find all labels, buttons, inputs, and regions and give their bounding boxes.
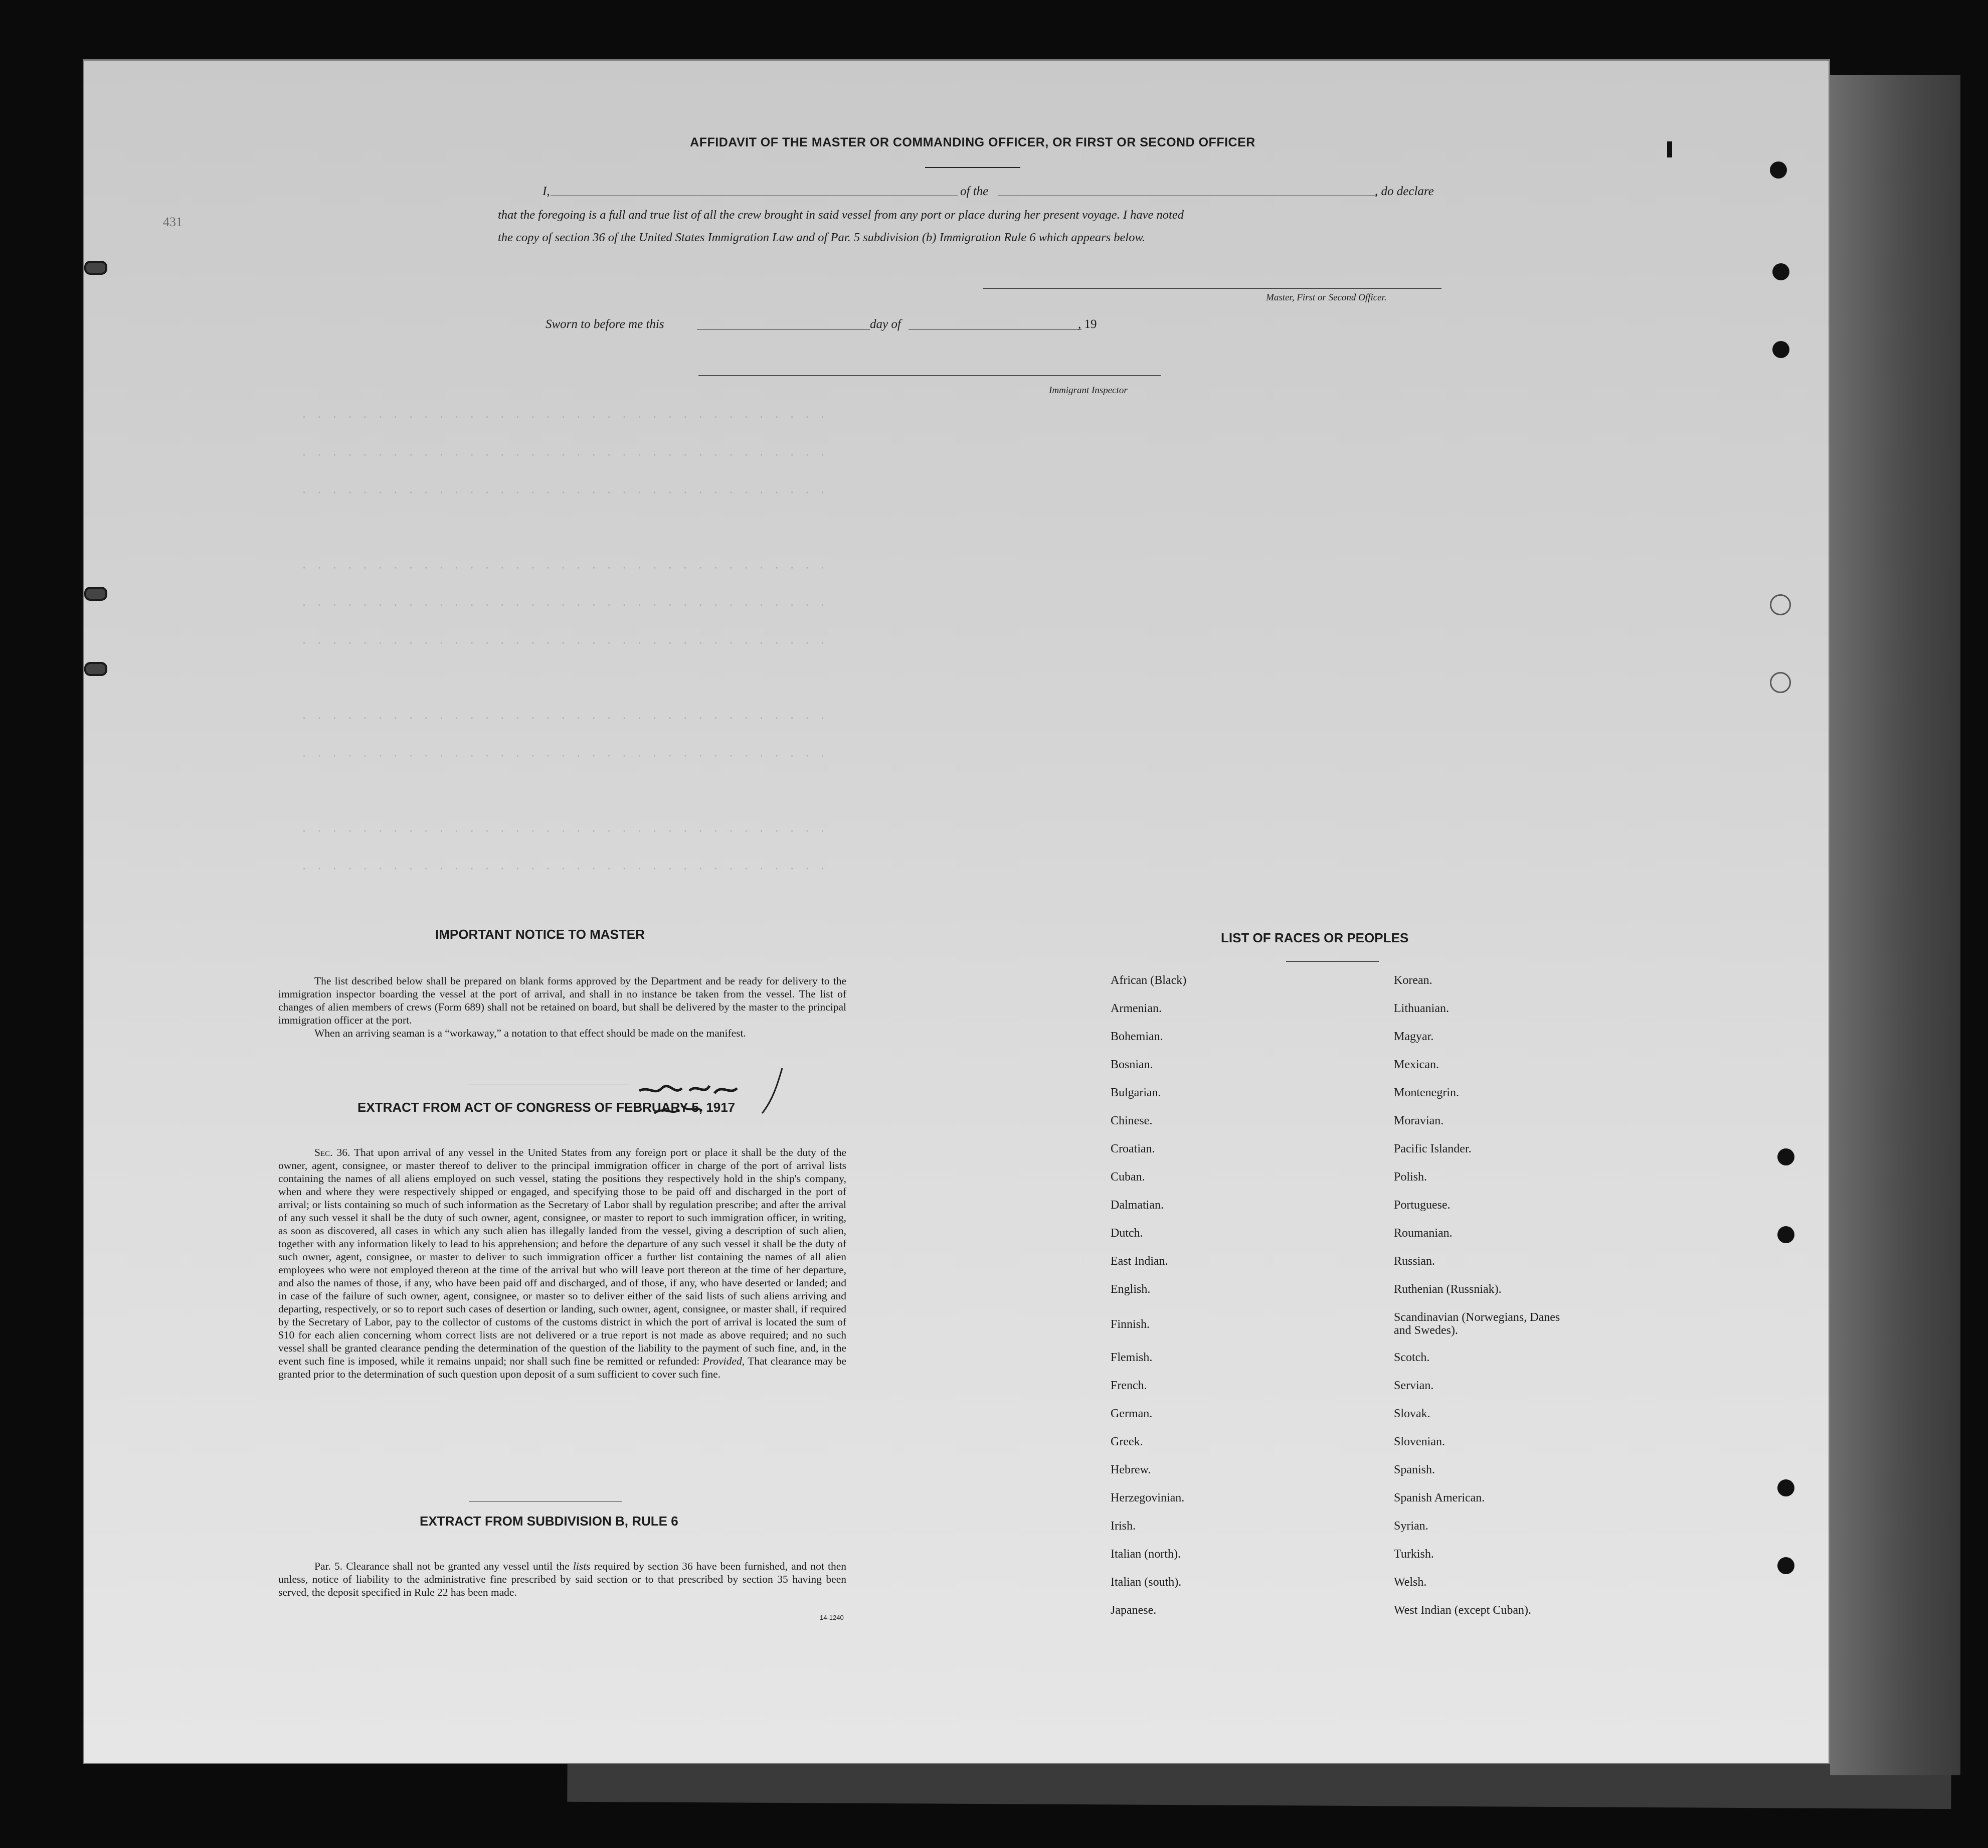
race-item: Magyar. (1394, 1030, 1434, 1043)
race-item: Spanish American. (1394, 1491, 1485, 1504)
title-underline (925, 167, 1020, 168)
notice-heading: IMPORTANT NOTICE TO MASTER (435, 927, 645, 942)
race-item: French. (1111, 1379, 1147, 1392)
race-item: Bosnian. (1111, 1058, 1153, 1071)
binding-ring (84, 587, 107, 601)
inspector-label: Immigrant Inspector (1049, 385, 1128, 396)
day-of-label: day of (870, 317, 901, 331)
rule-extract-heading: EXTRACT FROM SUBDIVISION B, RULE 6 (420, 1514, 678, 1529)
race-item: Bulgarian. (1111, 1086, 1161, 1099)
race-item: Montenegrin. (1394, 1086, 1459, 1099)
punch-hole (1777, 1226, 1794, 1243)
of-the-label: of the (960, 185, 989, 198)
race-item: Flemish. (1111, 1351, 1153, 1364)
document-sheet (83, 59, 1830, 1764)
par-5-body-start: Par. 5. Clearance shall not be granted any vessel until the (314, 1560, 570, 1572)
race-item: Servian. (1394, 1379, 1434, 1392)
notice-paragraph-1: The list described below shall be prepared on blank forms approved by the Department and be ready for delivery to the immigration inspector boarding the vessel at the port of arrival, and shall in no instance be taken from the vessel. The list of changes of alien members of crews (Form 689) shall not be retained on board, but shall be delivered by the master to the principal immigration officer at the port. (278, 975, 846, 1026)
race-item: Roumanian. (1394, 1227, 1453, 1240)
lists-word: lists (573, 1560, 591, 1572)
races-heading: LIST OF RACES OR PEOPLES (1221, 930, 1409, 945)
affidavit-title: AFFIDAVIT OF THE MASTER OR COMMANDING OFFICER, OR FIRST OR SECOND OFFICER (690, 135, 1255, 149)
race-item: Dalmatian. (1111, 1199, 1164, 1212)
race-item: Pacific Islander. (1394, 1142, 1472, 1155)
race-item: Cuban. (1111, 1170, 1145, 1184)
par-5-text (278, 1560, 846, 1599)
race-item: Bohemian. (1111, 1030, 1163, 1043)
punch-hole (1777, 1148, 1794, 1165)
race-item: Greek. (1111, 1435, 1143, 1448)
race-item: Mexican. (1394, 1058, 1439, 1071)
race-item: Spanish. (1394, 1463, 1435, 1476)
tab-mark (1667, 141, 1672, 157)
do-declare-label: , do declare (1375, 185, 1434, 198)
race-item: Dutch. (1111, 1227, 1143, 1240)
binding-ring (84, 261, 107, 275)
race-item: Scotch. (1394, 1351, 1430, 1364)
race-item: West Indian (except Cuban). (1394, 1604, 1531, 1617)
margin-note: 431 (163, 215, 183, 229)
punch-hole (1772, 341, 1789, 358)
race-item: Finnish. (1111, 1318, 1150, 1331)
race-item: Lithuanian. (1394, 1002, 1449, 1015)
race-item: German. (1111, 1407, 1153, 1420)
race-item: Croatian. (1111, 1142, 1155, 1155)
year-label: , 19 (1078, 317, 1097, 331)
par-5-body-end: required by section 36 have been furnished, and not then unless, notice of liability to the administrative fine prescribed by said section or to that prescribed by section 35 having been served, the deposit specified in Rule 22 has been made. (278, 1560, 847, 1598)
race-item: Herzegovinian. (1111, 1491, 1185, 1504)
race-item: Moravian. (1394, 1114, 1444, 1127)
race-item: Slovak. (1394, 1407, 1430, 1420)
race-item: Irish. (1111, 1520, 1136, 1533)
affidavit-line-3: the copy of section 36 of the United States Immigration Law and of Par. 5 subdivision (b) Immigration Rule 6 which appears below. (498, 231, 1146, 244)
race-item: English. (1111, 1283, 1151, 1296)
provided-word: Provided, (702, 1355, 745, 1367)
race-item: Russian. (1394, 1255, 1435, 1268)
punch-hole (1777, 1557, 1794, 1574)
races-underline (1286, 961, 1379, 962)
notice-body (278, 974, 846, 1040)
race-item: African (Black) (1111, 974, 1187, 987)
section-36-text (278, 1146, 846, 1381)
adjacent-page-strip (1830, 75, 1960, 1775)
race-item: Armenian. (1111, 1002, 1162, 1015)
section-36-label: Sec. 36. (314, 1146, 350, 1158)
race-item: Welsh. (1394, 1576, 1427, 1589)
inspector-signature-line[interactable] (698, 375, 1161, 376)
race-item: Chinese. (1111, 1114, 1153, 1127)
race-item: Slovenian. (1394, 1435, 1445, 1448)
race-item: Syrian. (1394, 1520, 1428, 1533)
handwritten-annotation (634, 1066, 800, 1121)
declarant-i-label: I, (543, 185, 550, 198)
affidavit-line-2: that the foregoing is a full and true list of all the crew brought in said vessel from any port or place during her present voyage. I have noted (498, 208, 1184, 222)
race-item: East Indian. (1111, 1255, 1168, 1268)
race-item: Polish. (1394, 1170, 1427, 1184)
race-item: Ruthenian (Russniak). (1394, 1283, 1502, 1296)
race-item: Japanese. (1111, 1604, 1157, 1617)
race-item: Hebrew. (1111, 1463, 1151, 1476)
master-signature-line[interactable] (983, 288, 1441, 289)
punch-hole-ring (1770, 672, 1791, 693)
master-signature-label: Master, First or Second Officer. (1266, 292, 1387, 303)
sworn-label: Sworn to before me this (546, 317, 664, 331)
notice-paragraph-2: When an arriving seaman is a “workaway,” a notation to that effect should be made on the manifest. (314, 1027, 746, 1039)
race-item: Italian (south). (1111, 1576, 1182, 1589)
form-number: 14-1240 (820, 1614, 844, 1621)
section-36-body: That upon arrival of any vessel in the United States from any foreign port or place it shall be the duty of the owner, agent, consignee, or master thereof to deliver to the principal immigration officer in charge of the port of arrival lists containing the names of all aliens employed on such vessel, stating the positions they respectively hold in the ship's company, when and where they were respectively shipped or engaged, and specifying those to be paid off and discharged in the port of arrival; or lists containing so much of such information as the Secretary of Labor shall by regulation prescribe; and after the arrival of any such vessel it shall be the duty of such owner, agent, consignee, or master to report to such immigration officer, in writing, as soon as discovered, all cases in which any such alien has illegally landed from the vessel, giving a description of such alien, together with any information likely to lead to his apprehension; and before the departure of any such vessel it shall be the duty of such owner, agent, consignee, or master to deliver to such immigration officer a further list containing the names of all alien employees who were not employed thereon at the time of the arrival but who will leave port thereon at the time of her departure, and also the names of those, if any, who have been paid off and discharged, and of those, if any, who have deserted or landed; and in case of the failure of such owner, agent, consignee, or master so to deliver either of the said lists of such aliens arriving and departing, respectively, or so to report such cases of desertion or landing, such owner, agent, consignee, or master shall, if required by the Secretary of Labor, pay to the collector of customs of the customs district in which the port of arrival is located the sum of $10 for each alien concerning whom correct lists are not delivered or a true report is not made as above required; and no such vessel shall be granted clearance pending the determination of the question of the liability to the payment of such fine, and, in the event such fine is imposed, while it remains unpaid; nor shall such fine be remitted or refunded: (278, 1146, 846, 1367)
binding-ring (84, 662, 107, 676)
punch-hole (1772, 263, 1789, 280)
race-item: Portuguese. (1394, 1199, 1451, 1212)
race-item: Italian (north). (1111, 1548, 1181, 1561)
race-item: Turkish. (1394, 1548, 1434, 1561)
race-item: Scandinavian (Norwegians, Danes and Swedes). (1394, 1311, 1560, 1337)
punch-hole (1777, 1479, 1794, 1496)
section-36-proviso: That clearance may be granted prior to the determination of such question upon deposit of a sum sufficient to cover such fine. (278, 1355, 846, 1380)
punch-hole (1770, 161, 1787, 179)
race-item: Korean. (1394, 974, 1432, 987)
act-extract-heading: EXTRACT FROM ACT OF CONGRESS OF FEBRUARY 5, 1917 (357, 1100, 736, 1115)
punch-hole-ring (1770, 594, 1791, 615)
